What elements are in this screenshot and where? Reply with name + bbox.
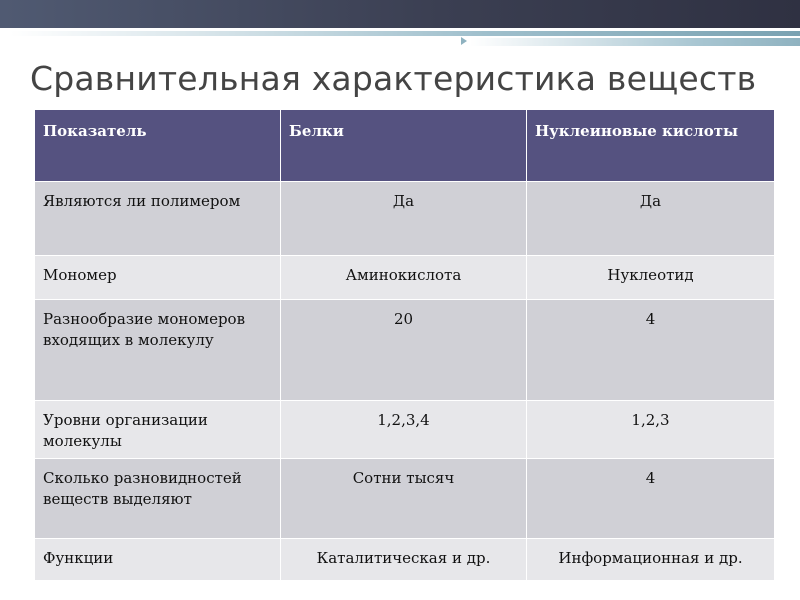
decor-arrow xyxy=(461,37,467,45)
cell-proteins: Сотни тысяч xyxy=(281,459,527,539)
row-label: Разнообразие мономеров входящих в молекулу xyxy=(35,300,281,401)
row-label: Являются ли полимером xyxy=(35,182,281,256)
cell-nucleic-acids: Да xyxy=(527,182,775,256)
cell-nucleic-acids: Информационная и др. xyxy=(527,539,775,581)
table-row xyxy=(35,182,775,256)
cell-nucleic-acids: 4 xyxy=(527,300,775,401)
slide-title: Сравнительная характеристика веществ xyxy=(30,59,757,98)
cell-nucleic-acids: 1,2,3 xyxy=(527,401,775,459)
table-header-row xyxy=(35,110,775,182)
row-label: Уровни организации молекулы xyxy=(35,401,281,459)
row-label: Мономер xyxy=(35,256,281,300)
row-label: Сколько разновидностей веществ выделяют xyxy=(35,459,281,539)
table-row xyxy=(35,401,775,459)
comparison-table xyxy=(34,109,775,581)
cell-proteins: Каталитическая и др. xyxy=(281,539,527,581)
cell-proteins: Аминокислота xyxy=(281,256,527,300)
header-nucleic-acids: Нуклеиновые кислоты xyxy=(527,110,775,182)
top-decor-bar xyxy=(0,0,800,28)
row-label: Функции xyxy=(35,539,281,581)
table-row xyxy=(35,256,775,300)
table-row xyxy=(35,300,775,401)
table-row xyxy=(35,539,775,581)
cell-nucleic-acids: 4 xyxy=(527,459,775,539)
table-row xyxy=(35,459,775,539)
cell-proteins: 20 xyxy=(281,300,527,401)
cell-proteins: Да xyxy=(281,182,527,256)
cell-nucleic-acids: Нуклеотид xyxy=(527,256,775,300)
header-indicator: Показатель xyxy=(35,110,281,182)
cell-proteins: 1,2,3,4 xyxy=(281,401,527,459)
decor-stripe xyxy=(10,31,800,36)
header-proteins: Белки xyxy=(281,110,527,182)
decor-stripe-short xyxy=(470,38,800,46)
